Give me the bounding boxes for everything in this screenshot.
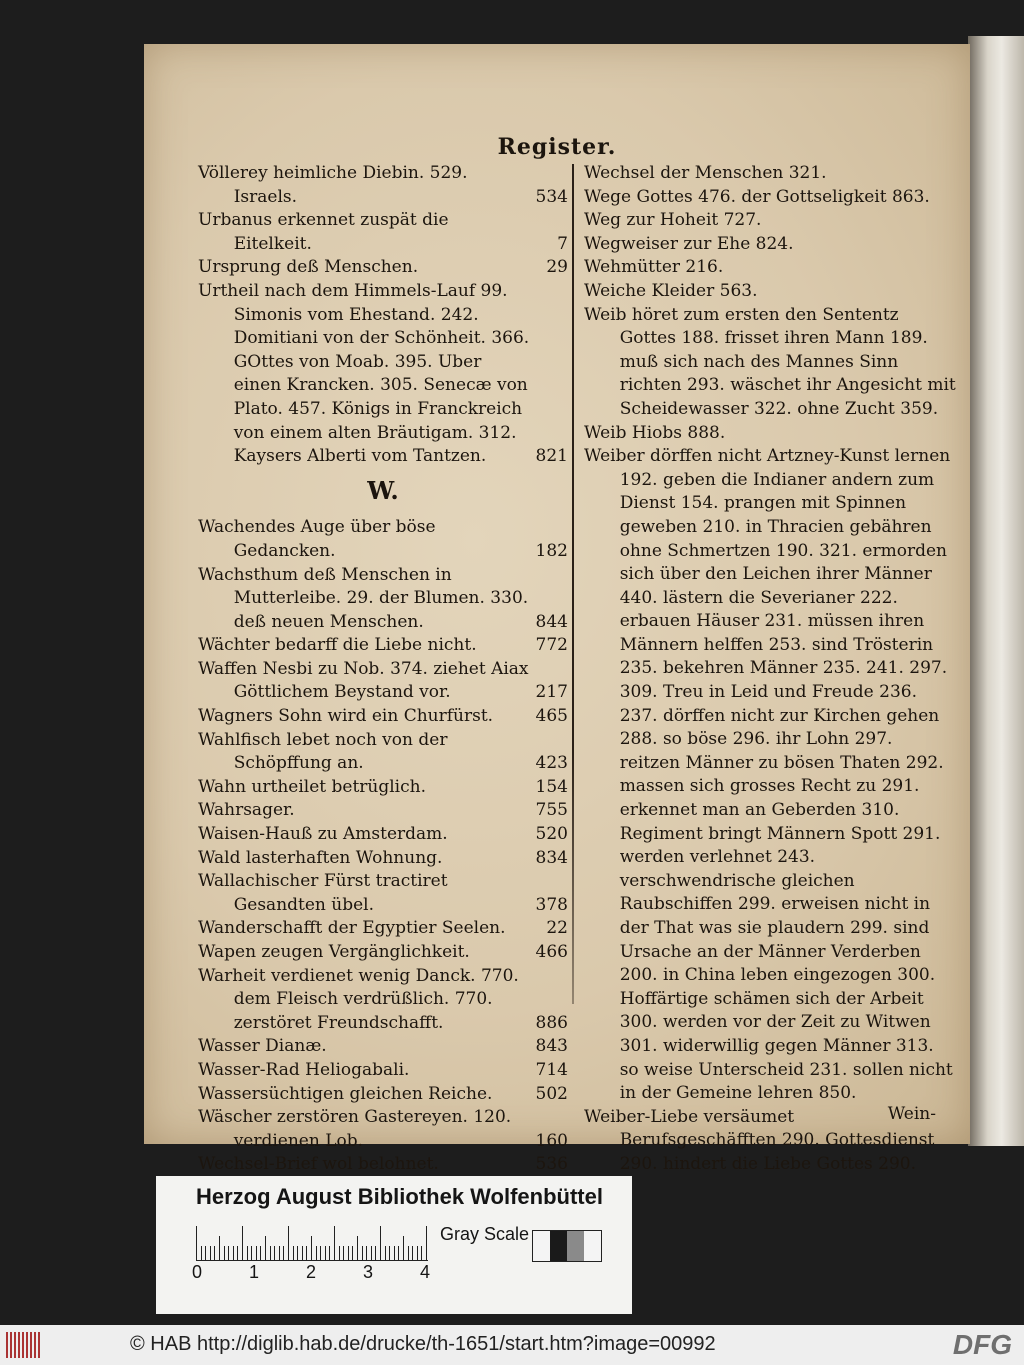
scale-label: 4 (420, 1262, 431, 1282)
hab-logo-icon (6, 1332, 40, 1358)
ruler-tick (371, 1246, 372, 1260)
page-number: 7 (557, 233, 568, 254)
gray-swatch (533, 1231, 550, 1261)
index-entry (198, 729, 568, 776)
entry-text: Weiber-Liebe versäumet Berufsgeschäfften 290. Gottesdienst 290. hindert die Liebe Gottes 290. (584, 1106, 935, 1174)
entry-text: Wald lasterhaften Wohnung. (198, 847, 443, 868)
entry-text: Wäscher zerstören Gastereyen. 120. verdienen Lob. (198, 1107, 512, 1151)
entry-text: Wehmütter 216. (584, 257, 724, 278)
ruler-tick (274, 1246, 275, 1260)
entry-text: Wahrsager. (198, 800, 295, 821)
ruler-tick (247, 1246, 248, 1260)
ruler-tick (201, 1246, 202, 1260)
ruler-tick (251, 1246, 252, 1260)
ruler-tick (293, 1246, 294, 1260)
index-entry (198, 1106, 568, 1153)
index-entry (584, 233, 956, 257)
entry-text: Wahlfisch lebet noch von der Schöpffung an. (198, 729, 448, 774)
index-entry (198, 776, 568, 800)
gray-scale-swatches (532, 1230, 602, 1262)
index-entry (584, 186, 956, 210)
index-entry (198, 965, 568, 1036)
index-entry (198, 799, 568, 823)
ruler-tick (389, 1246, 390, 1260)
footer-bar (0, 1325, 1024, 1365)
ruler-tick (421, 1246, 422, 1260)
ruler-tick (329, 1246, 330, 1260)
ruler-tick (297, 1246, 298, 1260)
entry-text: Wasser-Rad Heliogabali. (198, 1059, 410, 1080)
ruler-tick (256, 1246, 257, 1260)
ruler-tick (288, 1226, 289, 1260)
index-entry (198, 658, 568, 705)
page-number: 534 (535, 186, 568, 207)
right-index-column (584, 162, 956, 1177)
section-letter: W. (367, 475, 399, 505)
index-entry (198, 256, 568, 280)
index-entry (198, 705, 568, 729)
index-entry (584, 256, 956, 280)
index-entry (198, 209, 568, 256)
ruler-tick (334, 1226, 335, 1260)
library-title: Herzog August Bibliothek Wolfenbüttel (196, 1184, 603, 1209)
gray-swatch (550, 1231, 567, 1261)
next-page-edge (968, 36, 1024, 1146)
page-number: 22 (546, 918, 568, 939)
index-entry (584, 422, 956, 446)
entry-text: Weib höret zum ersten den Sententz Gottes 188. frisset ihren Mann 189. muß sich nach des Mannes Sinn richten 293. wäschet ihr Angesicht mit Scheidewasser 322. ohne Zucht 359. (584, 304, 956, 419)
page-number: 844 (535, 611, 568, 632)
entry-text: Weiche Kleider 563. (584, 280, 758, 301)
entry-text: Urbanus erkennet zuspät die Eitelkeit. (198, 210, 449, 254)
entry-text: Wegweiser zur Ehe 824. (584, 233, 794, 254)
ruler-tick (385, 1246, 386, 1260)
ruler-tick (357, 1236, 358, 1260)
page-number: 378 (535, 894, 568, 915)
ruler-tick (228, 1246, 229, 1260)
index-entry (584, 280, 956, 304)
page-number: 423 (535, 753, 568, 774)
page-number: 182 (535, 540, 568, 561)
ruler-tick (375, 1246, 376, 1260)
index-entry (198, 162, 568, 209)
index-entry (584, 209, 956, 233)
entry-text: Wächter bedarff die Liebe nicht. (198, 635, 477, 656)
ruler-tick (224, 1246, 225, 1260)
ruler-tick (348, 1246, 349, 1260)
index-entry (198, 847, 568, 871)
index-entry (198, 941, 568, 965)
ruler-tick (380, 1226, 381, 1260)
page-number: 886 (535, 1012, 568, 1033)
ruler-tick (398, 1246, 399, 1260)
entry-text: Völlerey heimliche Diebin. 529. Israels. (198, 163, 468, 207)
index-entry (198, 634, 568, 658)
page-header: Register. (497, 134, 617, 160)
ruler-tick (196, 1226, 197, 1260)
ruler-tick (412, 1246, 413, 1260)
entry-text: Weib Hiobs 888. (584, 422, 726, 443)
entry-text: Weg zur Hoheit 727. (584, 210, 762, 231)
entry-text: Wege Gottes 476. der Gottseligkeit 863. (584, 186, 930, 207)
index-entry (584, 304, 956, 422)
page-number: 466 (535, 942, 568, 962)
entry-text: Waisen-Hauß zu Amsterdam. (198, 824, 448, 845)
scale-label: 0 (192, 1262, 203, 1282)
left-index-column (198, 162, 568, 1177)
page-number: 755 (535, 800, 568, 821)
page-number: 465 (535, 706, 568, 727)
index-entry (198, 1059, 568, 1083)
scale-label: 1 (249, 1262, 260, 1282)
entry-text: Wallachischer Fürst tractiret Gesandten übel. (198, 871, 448, 915)
entry-text: Wapen zeugen Vergänglichkeit. (198, 942, 470, 962)
book-page (144, 44, 970, 1175)
ruler-tick (233, 1246, 234, 1260)
catchword: Wein- (887, 1104, 936, 1124)
ruler-tick (366, 1246, 367, 1260)
gray-swatch (584, 1231, 601, 1261)
ruler-tick (302, 1246, 303, 1260)
index-entry (198, 280, 568, 469)
ruler-tick (316, 1246, 317, 1260)
ruler-tick (214, 1246, 215, 1260)
index-entry (198, 564, 568, 635)
index-entry (198, 1153, 568, 1177)
index-entry (198, 917, 568, 941)
ruler-tick (352, 1246, 353, 1260)
entry-text: Weiber dörffen nicht Artzney-Kunst lernen 192. geben die Indianer andern zum Dienst 154. prangen mit Spinnen geweben 210. in Thracien gebähren ohne Schmertzen 190. 321. ermorden sich über den Leichen ihrer Männer 440. lästern die Severianer 222. erbauen Häuser 231. müssen ihren Männern helffen 253. sind Trösterin 235. bekehren Männer 235. 241. 297. 309. Treu in Leid und Freude 236. 237. dörffen nicht zur Kirchen gehen 288. so böse 296. ihr Lohn 297. reitzen Männer zu bösen Thaten 292. massen sich grosses Recht zu 291. erkennet man an Geberden 310. Regiment bringt Männern Spott 291. werden verlehnet 243. verschwendrische gleichen Raubschiffen 299. erweisen nicht in der That was sie plaudern 299. sind Ursache an der Männer Verderben 200. in China leben eingezogen 300. Hoffärtige schämen sich der Arbeit 300. werden vor der Zeit zu Witwen 301. widerwillig gegen Männer 313. so weise Unterscheid 231. sollen nicht in der Gemeine lehren 850. (584, 446, 953, 1104)
page-number: 154 (535, 776, 568, 797)
ruler-tick (403, 1236, 404, 1260)
ruler-tick (270, 1246, 271, 1260)
ruler-tick (279, 1246, 280, 1260)
ruler-tick (265, 1236, 266, 1260)
entry-text: Waffen Nesbi zu Nob. 374. ziehet Aiax Göttlichem Beystand vor. (198, 658, 529, 703)
gray-swatch (567, 1231, 584, 1261)
ruler-tick (283, 1246, 284, 1260)
ruler-tick (394, 1246, 395, 1260)
page-number: 520 (535, 824, 568, 845)
index-entry (584, 445, 956, 1106)
index-entry (198, 870, 568, 917)
page-number: 29 (546, 257, 568, 278)
credit-link[interactable]: © HAB http://diglib.hab.de/drucke/th-1651/start.htm?image=00992 (130, 1333, 716, 1355)
ruler-tick (205, 1246, 206, 1260)
index-entry (584, 162, 956, 186)
index-entry (198, 823, 568, 847)
color-scale-ruler (156, 1176, 632, 1314)
entry-text: Urtheil nach dem Himmels-Lauf 99. Simonis vom Ehestand. 242. Domitiani von der Schönheit. 366. GOttes von Moab. 395. Uber einen Krancken. 305. Senecæ von Plato. 457. Königs in Franckreich von einem alten Bräutigam. 312. Kaysers Alberti vom Tantzen. (198, 280, 530, 467)
page-number: 160 (535, 1130, 568, 1151)
entry-text: Wanderschafft der Egyptier Seelen. (198, 918, 506, 939)
page-number: 714 (535, 1059, 568, 1080)
page-number: 772 (535, 635, 568, 656)
index-entry (198, 1035, 568, 1059)
ruler-tick (325, 1246, 326, 1260)
entry-text: Warheit verdienet wenig Danck. 770. dem Fleisch verdrüßlich. 770. zerstöret Freundschafft. (198, 965, 519, 1033)
ruler-tick (343, 1246, 344, 1260)
gray-scale-label: Gray Scale (440, 1224, 530, 1244)
entry-text: Wassersüchtigen gleichen Reiche. (198, 1083, 493, 1104)
column-divider (572, 164, 574, 1004)
entry-text: Wachsthum deß Menschen in Mutterleibe. 29. der Blumen. 330. deß neuen Menschen. (198, 564, 529, 632)
page-number: 217 (535, 682, 568, 703)
page-number: 821 (535, 446, 568, 467)
ruler-tick (426, 1226, 427, 1260)
entry-text: Wahn urtheilet betrüglich. (198, 776, 426, 797)
ruler-tick (242, 1226, 243, 1260)
ruler-tick (260, 1246, 261, 1260)
ruler-tick (339, 1246, 340, 1260)
ruler-tick (408, 1246, 409, 1260)
ruler-tick (362, 1246, 363, 1260)
index-entry (198, 516, 568, 563)
entry-text: Wechsel der Menschen 321. (584, 163, 827, 183)
ruler-tick (219, 1236, 220, 1260)
ruler-tick (237, 1246, 238, 1260)
scale-label: 3 (363, 1262, 374, 1282)
index-entry (198, 1083, 568, 1107)
entry-text: Wachendes Auge über böse Gedancken. (198, 517, 436, 561)
entry-text: Wechsel-Brief wol belohnet. (198, 1154, 439, 1175)
ruler-tick (306, 1246, 307, 1260)
ruler-tick (311, 1236, 312, 1260)
page-number: 843 (535, 1036, 568, 1057)
entry-text: Wagners Sohn wird ein Churfürst. (198, 706, 494, 727)
ruler-tick (210, 1246, 211, 1260)
page-number: 502 (535, 1083, 568, 1104)
ruler-tick (417, 1246, 418, 1260)
entry-text: Ursprung deß Menschen. (198, 257, 419, 278)
ruler-tick (320, 1246, 321, 1260)
page-number: 834 (535, 847, 568, 868)
entry-text: Wasser Dianæ. (198, 1036, 327, 1057)
page-number: 536 (535, 1154, 568, 1175)
dfg-logo: DFG (952, 1329, 1012, 1360)
scale-label: 2 (306, 1262, 317, 1282)
measurement-ticks (196, 1224, 428, 1261)
